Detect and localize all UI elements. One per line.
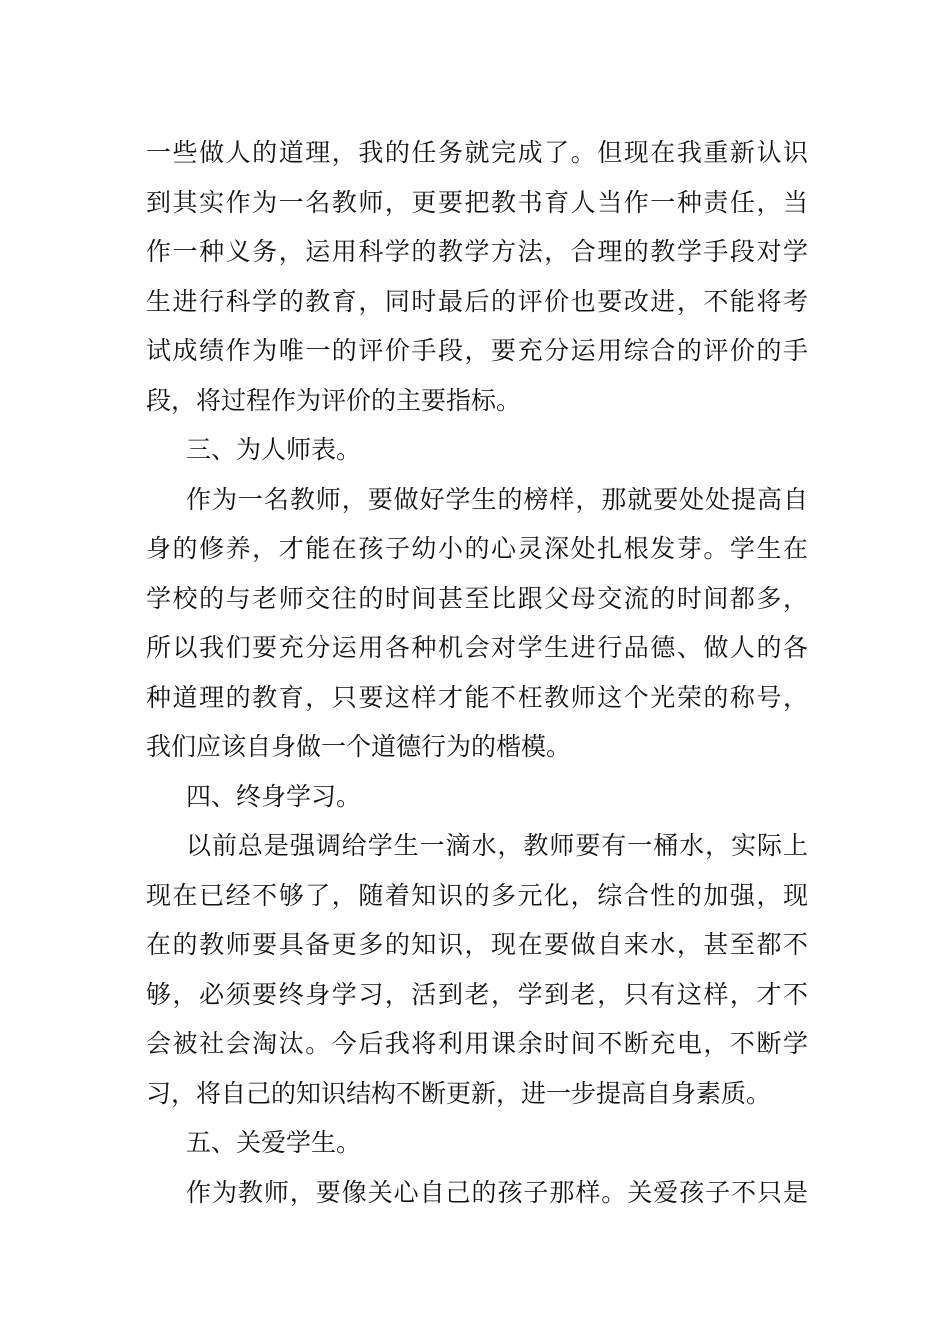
text-line: 一些做人的道理，我的任务就完成了。但现在我重新认识 — [146, 138, 808, 167]
section-heading: 四、终身学习。 — [186, 781, 362, 811]
text-line: 以前总是强调给学生一滴水，教师要有一桶水，实际上 — [186, 831, 808, 860]
text-line: 种道理的教育，只要这样才能不枉教师这个光荣的称号， — [146, 682, 808, 712]
text-line: 作为一名教师，要做好学生的榜样，那就要处处提高自 — [186, 484, 808, 514]
text-line: 习，将自己的知识结构不断更新，进一步提高自身素质。 — [146, 1078, 772, 1108]
text-line: 身的修养，才能在孩子幼小的心灵深处扎根发芽。学生在 — [146, 534, 808, 563]
section-heading: 五、关爱学生。 — [186, 1128, 362, 1157]
text-line: 会被社会淘汰。今后我将利用课余时间不断充电，不断学 — [146, 1029, 808, 1058]
text-line: 所以我们要充分运用各种机会对学生进行品德、做人的各 — [146, 633, 808, 662]
text-line: 到其实作为一名教师，更要把教书育人当作一种责任，当 — [146, 187, 808, 217]
text-line: 生进行科学的教育，同时最后的评价也要改进，不能将考 — [146, 286, 808, 316]
text-line: 够，必须要终身学习，活到老，学到老，只有这样，才不 — [146, 979, 808, 1009]
text-line: 在的教师要具备更多的知识，现在要做自来水，甚至都不 — [146, 930, 808, 959]
document-body — [146, 128, 808, 1217]
text-line: 现在已经不够了，随着知识的多元化，综合性的加强，现 — [146, 880, 808, 910]
text-line: 作为教师，要像关心自己的孩子那样。关爱孩子不只是 — [186, 1177, 808, 1207]
text-line: 我们应该自身做一个道德行为的楷模。 — [146, 732, 572, 761]
section-heading: 三、为人师表。 — [186, 435, 362, 464]
text-line: 作一种义务，运用科学的教学方法，合理的教学手段对学 — [146, 237, 808, 266]
text-line: 试成绩作为唯一的评价手段，要充分运用综合的评价的手 — [146, 336, 808, 365]
text-line: 段，将过程作为评价的主要指标。 — [146, 385, 522, 415]
text-line: 学校的与老师交往的时间甚至比跟父母交流的时间都多， — [146, 583, 808, 613]
